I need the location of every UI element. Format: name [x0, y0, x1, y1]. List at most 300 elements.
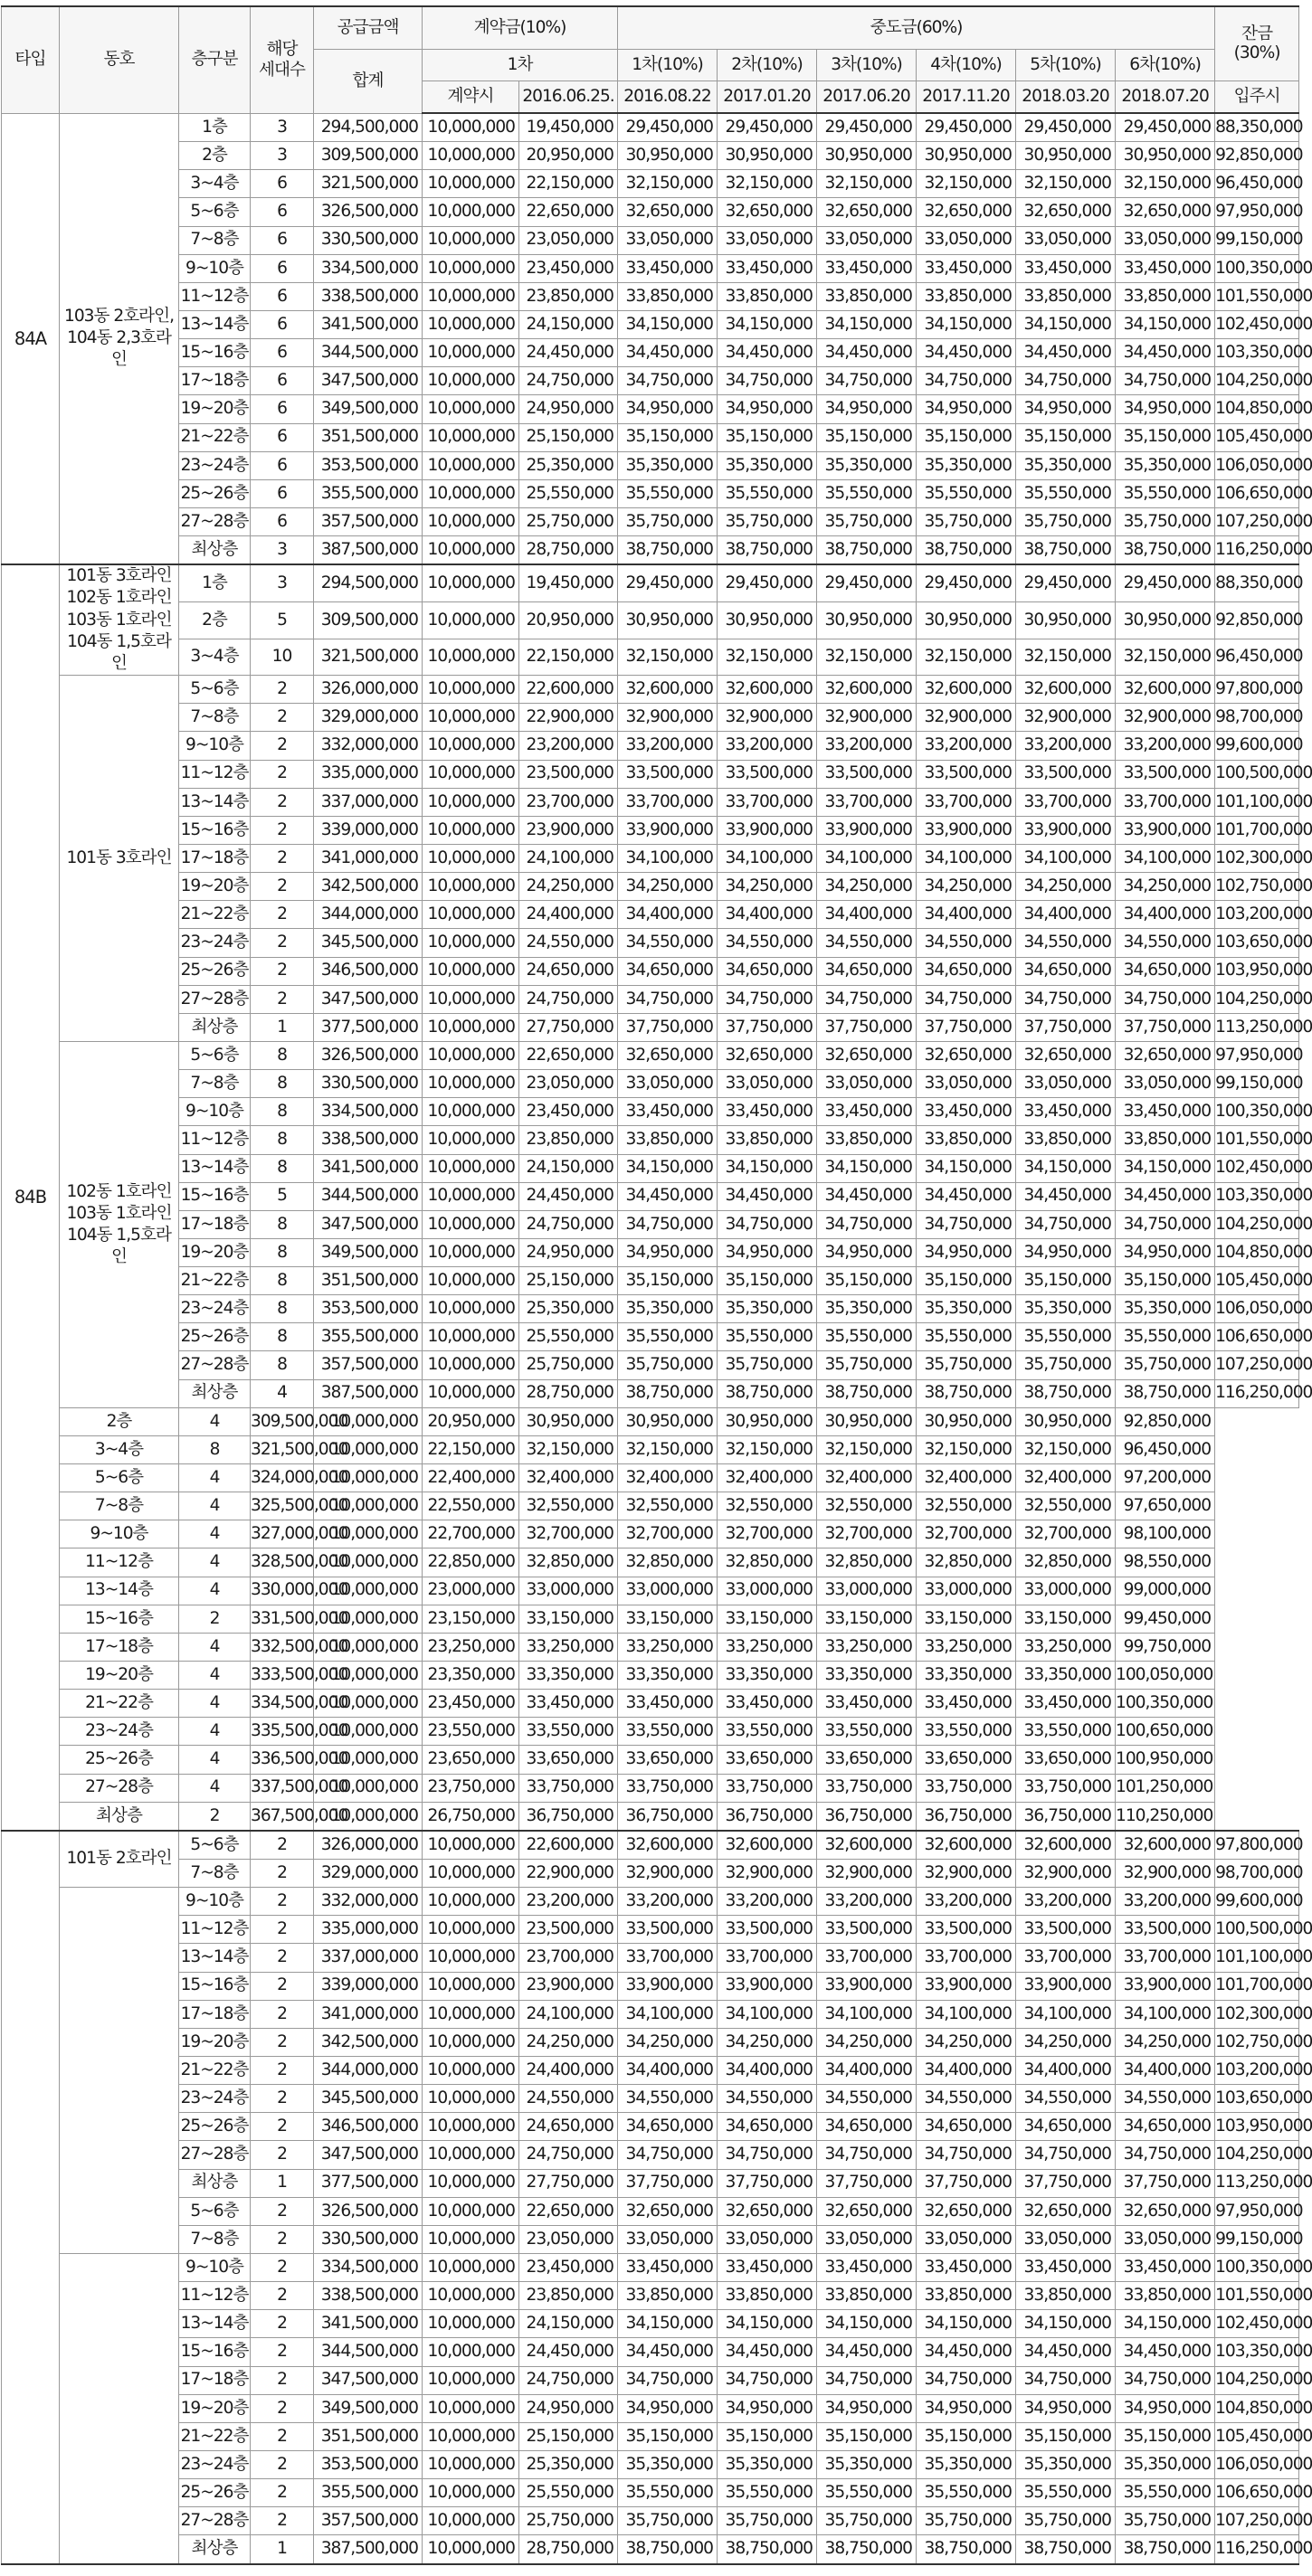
- middle-payment-3-cell: 32,400,000: [718, 1464, 817, 1492]
- supply-total-cell: 332,000,000: [314, 1888, 423, 1916]
- balance-cell: 96,450,000: [1116, 1435, 1215, 1463]
- balance-cell: 105,450,000: [1215, 1267, 1299, 1295]
- middle-payment-6-cell: 32,900,000: [1116, 704, 1215, 732]
- supply-total-cell: 341,500,000: [314, 2310, 423, 2338]
- middle-payment-2-cell: 36,750,000: [618, 1802, 718, 1831]
- middle-payment-2-cell: 34,100,000: [718, 2000, 817, 2028]
- dong-cell: [60, 2253, 179, 2563]
- units-cell: 2: [251, 985, 314, 1013]
- units-cell: 4: [179, 1633, 251, 1661]
- balance-cell: 99,450,000: [1116, 1605, 1215, 1633]
- middle-payment-2-cell: 34,750,000: [718, 2366, 817, 2394]
- units-cell: 1: [251, 1013, 314, 1041]
- middle-payment-6-cell: 33,900,000: [1116, 816, 1215, 844]
- contract-second-cell: 23,350,000: [423, 1662, 519, 1690]
- units-cell: 2: [251, 1972, 314, 2000]
- table-row: [2, 704, 1299, 732]
- middle-payment-3-cell: 34,650,000: [817, 2113, 917, 2141]
- floor-cell: 11~12층: [179, 760, 251, 788]
- middle-payment-3-cell: 33,250,000: [718, 1633, 817, 1661]
- contract-second-cell: 24,650,000: [519, 2113, 618, 2141]
- middle-payment-2-cell: 33,050,000: [718, 1070, 817, 1098]
- units-cell: 2: [251, 732, 314, 760]
- balance-cell: 96,450,000: [1215, 170, 1299, 198]
- floor-cell: 최상층: [60, 1802, 179, 1831]
- supply-total-cell: 334,500,000: [251, 1690, 314, 1718]
- contract-second-cell: 25,550,000: [519, 479, 618, 507]
- dong-cell: 101동 3호라인 102동 1호라인 103동 1호라인 104동 1,5호라인: [60, 564, 179, 675]
- contract-second-cell: 25,550,000: [519, 1323, 618, 1351]
- middle-payment-5-cell: 34,450,000: [1016, 1182, 1116, 1210]
- middle-payment-4-cell: 38,750,000: [917, 536, 1016, 565]
- middle-payment-3-cell: 33,750,000: [718, 1774, 817, 1802]
- dong-cell: 103동 2호라인, 104동 2,3호라인: [60, 113, 179, 564]
- middle-payment-2-cell: 34,750,000: [718, 2141, 817, 2169]
- contract-second-cell: 23,900,000: [519, 816, 618, 844]
- header-middle-date-4: 2017.11.20: [917, 81, 1016, 114]
- balance-cell: 97,950,000: [1215, 1041, 1299, 1069]
- middle-payment-4-cell: 35,550,000: [917, 1323, 1016, 1351]
- table-row: [2, 2535, 1299, 2564]
- table-row: [2, 1520, 1299, 1548]
- floor-cell: 11~12층: [179, 2282, 251, 2310]
- middle-payment-4-cell: 33,650,000: [817, 1746, 917, 1774]
- units-cell: 8: [251, 1154, 314, 1182]
- contract-at-cell: 10,000,000: [423, 2282, 519, 2310]
- contract-second-cell: 24,100,000: [519, 2000, 618, 2028]
- contract-at-cell: 10,000,000: [423, 113, 519, 142]
- supply-total-cell: 330,500,000: [314, 2225, 423, 2253]
- units-cell: 2: [251, 1831, 314, 1860]
- middle-payment-6-cell: 34,250,000: [1116, 2028, 1215, 2056]
- middle-payment-4-cell: 32,150,000: [817, 1435, 917, 1463]
- floor-cell: 9~10층: [179, 254, 251, 282]
- balance-cell: 99,150,000: [1215, 2225, 1299, 2253]
- table-row: [2, 367, 1299, 395]
- balance-cell: 107,250,000: [1215, 2507, 1299, 2535]
- floor-cell: 25~26층: [179, 479, 251, 507]
- floor-cell: 9~10층: [179, 732, 251, 760]
- middle-payment-5-cell: 32,650,000: [1016, 1041, 1116, 1069]
- floor-cell: 27~28층: [179, 2507, 251, 2535]
- units-cell: 2: [251, 788, 314, 816]
- dong-cell: 101동 3호라인: [60, 676, 179, 1042]
- middle-payment-2-cell: 32,600,000: [718, 1831, 817, 1860]
- middle-payment-6-cell: 38,750,000: [1116, 1379, 1215, 1407]
- supply-total-cell: 347,500,000: [314, 367, 423, 395]
- middle-payment-5-cell: 34,750,000: [1016, 2141, 1116, 2169]
- middle-payment-3-cell: 34,150,000: [817, 1154, 917, 1182]
- table-row: [2, 1351, 1299, 1379]
- contract-second-cell: 22,650,000: [519, 1041, 618, 1069]
- balance-cell: 103,650,000: [1215, 929, 1299, 957]
- contract-at-cell: 10,000,000: [423, 704, 519, 732]
- middle-payment-4-cell: 33,450,000: [917, 2253, 1016, 2281]
- floor-cell: 19~20층: [60, 1662, 179, 1690]
- middle-payment-5-cell: 32,600,000: [1016, 1831, 1116, 1860]
- middle-payment-4-cell: 35,750,000: [917, 1351, 1016, 1379]
- middle-payment-3-cell: 34,150,000: [817, 310, 917, 338]
- middle-payment-2-cell: 35,750,000: [718, 1351, 817, 1379]
- floor-cell: 최상층: [179, 536, 251, 565]
- supply-total-cell: 294,500,000: [314, 113, 423, 142]
- middle-payment-3-cell: 34,400,000: [817, 2057, 917, 2085]
- balance-cell: 100,650,000: [1116, 1718, 1215, 1746]
- middle-payment-2-cell: 33,750,000: [618, 1774, 718, 1802]
- middle-payment-1-cell: 34,950,000: [618, 1238, 718, 1266]
- middle-payment-1-cell: 34,950,000: [618, 2394, 718, 2422]
- middle-payment-2-cell: 33,000,000: [618, 1577, 718, 1605]
- contract-at-cell: 10,000,000: [423, 339, 519, 367]
- balance-cell: 101,250,000: [1116, 1774, 1215, 1802]
- header-contract-1: 1차: [423, 50, 618, 81]
- middle-payment-6-cell: 33,500,000: [1116, 760, 1215, 788]
- floor-cell: 23~24층: [179, 2450, 251, 2478]
- units-cell: 4: [251, 1379, 314, 1407]
- table-row: [2, 1972, 1299, 2000]
- balance-cell: 102,750,000: [1215, 873, 1299, 901]
- middle-payment-6-cell: 34,250,000: [1116, 873, 1215, 901]
- supply-total-cell: 335,000,000: [314, 1916, 423, 1944]
- balance-cell: 104,250,000: [1215, 1210, 1299, 1238]
- middle-payment-1-cell: 29,450,000: [618, 113, 718, 142]
- middle-payment-6-cell: 32,150,000: [1116, 170, 1215, 198]
- balance-cell: 97,650,000: [1116, 1492, 1215, 1520]
- table-row: [2, 929, 1299, 957]
- middle-payment-1-cell: 33,200,000: [618, 732, 718, 760]
- middle-payment-1-cell: 30,950,000: [618, 601, 718, 639]
- table-row: [2, 873, 1299, 901]
- middle-payment-1-cell: 33,650,000: [519, 1746, 618, 1774]
- floor-cell: 23~24층: [179, 929, 251, 957]
- units-cell: 6: [251, 479, 314, 507]
- contract-second-cell: 19,450,000: [519, 113, 618, 142]
- contract-second-cell: 23,500,000: [519, 760, 618, 788]
- middle-payment-4-cell: 34,250,000: [917, 2028, 1016, 2056]
- middle-payment-2-cell: 35,550,000: [718, 1323, 817, 1351]
- middle-payment-5-cell: 35,150,000: [1016, 2422, 1116, 2450]
- table-row: [2, 2141, 1299, 2169]
- table-row: [2, 536, 1299, 565]
- contract-at-cell: 10,000,000: [423, 1267, 519, 1295]
- contract-second-cell: 25,750,000: [519, 2507, 618, 2535]
- middle-payment-1-cell: 35,750,000: [618, 2507, 718, 2535]
- middle-payment-3-cell: 33,850,000: [817, 282, 917, 310]
- balance-cell: 97,800,000: [1215, 676, 1299, 704]
- supply-total-cell: 355,500,000: [314, 479, 423, 507]
- middle-payment-1-cell: 38,750,000: [618, 2535, 718, 2564]
- middle-payment-3-cell: 33,700,000: [817, 1944, 917, 1972]
- middle-payment-2-cell: 35,750,000: [718, 2507, 817, 2535]
- contract-second-cell: 24,150,000: [519, 1154, 618, 1182]
- middle-payment-1-cell: 34,650,000: [618, 957, 718, 985]
- middle-payment-1-cell: 33,850,000: [618, 2282, 718, 2310]
- contract-second-cell: 22,650,000: [519, 2197, 618, 2225]
- contract-at-cell: 10,000,000: [423, 816, 519, 844]
- contract-at-cell: 10,000,000: [423, 198, 519, 226]
- units-cell: 6: [251, 423, 314, 451]
- middle-payment-3-cell: 34,750,000: [817, 985, 917, 1013]
- supply-total-cell: 339,000,000: [314, 1972, 423, 2000]
- middle-payment-4-cell: 33,850,000: [917, 2282, 1016, 2310]
- middle-payment-3-cell: 33,500,000: [817, 760, 917, 788]
- floor-cell: 25~26층: [179, 2113, 251, 2141]
- middle-payment-5-cell: 33,850,000: [1016, 2282, 1116, 2310]
- middle-payment-1-cell: 30,950,000: [618, 142, 718, 170]
- supply-total-cell: 326,000,000: [314, 1831, 423, 1860]
- middle-payment-1-cell: 33,750,000: [519, 1774, 618, 1802]
- contract-second-cell: 25,750,000: [519, 507, 618, 535]
- middle-payment-5-cell: 33,850,000: [1016, 1126, 1116, 1154]
- balance-cell: 102,450,000: [1215, 1154, 1299, 1182]
- contract-second-cell: 24,550,000: [519, 2085, 618, 2113]
- table-row: [2, 2197, 1299, 2225]
- supply-total-cell: 351,500,000: [314, 1267, 423, 1295]
- middle-payment-5-cell: 33,150,000: [917, 1605, 1016, 1633]
- units-cell: 8: [251, 1238, 314, 1266]
- middle-payment-5-cell: 33,500,000: [1016, 760, 1116, 788]
- contract-second-cell: 24,950,000: [519, 2394, 618, 2422]
- middle-payment-1-cell: 33,050,000: [618, 2225, 718, 2253]
- middle-payment-3-cell: 38,750,000: [817, 536, 917, 565]
- contract-second-cell: 22,850,000: [423, 1548, 519, 1577]
- units-cell: 2: [251, 2450, 314, 2478]
- middle-payment-6-cell: 33,850,000: [1116, 2282, 1215, 2310]
- middle-payment-2-cell: 33,150,000: [618, 1605, 718, 1633]
- header-units: 해당 세대수: [251, 6, 314, 113]
- balance-cell: 97,800,000: [1215, 1831, 1299, 1860]
- middle-payment-6-cell: 35,350,000: [1116, 451, 1215, 479]
- supply-total-cell: 332,500,000: [251, 1633, 314, 1661]
- table-row: [2, 1774, 1299, 1802]
- contract-at-cell: 10,000,000: [423, 536, 519, 565]
- middle-payment-6-cell: 32,700,000: [1016, 1520, 1116, 1548]
- middle-payment-1-cell: 33,450,000: [618, 2253, 718, 2281]
- middle-payment-3-cell: 33,700,000: [817, 788, 917, 816]
- dong-cell: 102동 1호라인 103동 1호라인 104동 1,5호라인: [60, 1041, 179, 1407]
- units-cell: 4: [179, 1520, 251, 1548]
- middle-payment-1-cell: 37,750,000: [618, 1013, 718, 1041]
- middle-payment-3-cell: 33,850,000: [817, 2282, 917, 2310]
- supply-total-cell: 334,500,000: [314, 1098, 423, 1126]
- header-middle-date-6: 2018.07.20: [1116, 81, 1215, 114]
- middle-payment-4-cell: 33,200,000: [917, 732, 1016, 760]
- supply-total-cell: 326,000,000: [314, 676, 423, 704]
- supply-total-cell: 325,500,000: [251, 1492, 314, 1520]
- floor-cell: 21~22층: [179, 423, 251, 451]
- table-row: [2, 2507, 1299, 2535]
- middle-payment-6-cell: 35,550,000: [1116, 479, 1215, 507]
- middle-payment-3-cell: 33,200,000: [817, 1888, 917, 1916]
- middle-payment-6-cell: 32,650,000: [1116, 1041, 1215, 1069]
- middle-payment-3-cell: 33,900,000: [817, 1972, 917, 2000]
- units-cell: 2: [251, 1944, 314, 1972]
- middle-payment-6-cell: 33,200,000: [1116, 732, 1215, 760]
- middle-payment-5-cell: 35,550,000: [1016, 479, 1116, 507]
- contract-at-cell: 10,000,000: [423, 1070, 519, 1098]
- supply-total-cell: 355,500,000: [314, 2479, 423, 2507]
- middle-payment-6-cell: 38,750,000: [1116, 536, 1215, 565]
- contract-second-cell: 23,200,000: [519, 732, 618, 760]
- balance-cell: 102,750,000: [1215, 2028, 1299, 2056]
- middle-payment-4-cell: 32,900,000: [917, 704, 1016, 732]
- middle-payment-5-cell: 34,750,000: [1016, 1210, 1116, 1238]
- contract-at-cell: 10,000,000: [423, 1831, 519, 1860]
- supply-total-cell: 353,500,000: [314, 451, 423, 479]
- middle-payment-2-cell: 37,750,000: [718, 2169, 817, 2197]
- units-cell: 2: [251, 2141, 314, 2169]
- supply-total-cell: 341,500,000: [314, 1154, 423, 1182]
- contract-at-cell: 10,000,000: [423, 2366, 519, 2394]
- supply-total-cell: 347,500,000: [314, 2141, 423, 2169]
- floor-cell: 9~10층: [60, 1520, 179, 1548]
- middle-payment-6-cell: 34,950,000: [1116, 395, 1215, 423]
- floor-cell: 1층: [179, 564, 251, 601]
- contract-second-cell: 23,550,000: [423, 1718, 519, 1746]
- middle-payment-4-cell: 29,450,000: [917, 564, 1016, 601]
- middle-payment-5-cell: 33,050,000: [1016, 226, 1116, 254]
- middle-payment-2-cell: 33,200,000: [718, 732, 817, 760]
- contract-second-cell: 23,150,000: [423, 1605, 519, 1633]
- balance-cell: 100,950,000: [1116, 1746, 1215, 1774]
- middle-payment-5-cell: 32,650,000: [1016, 198, 1116, 226]
- middle-payment-3-cell: 33,050,000: [817, 226, 917, 254]
- contract-second-cell: 23,750,000: [423, 1774, 519, 1802]
- contract-at-cell: 10,000,000: [423, 226, 519, 254]
- middle-payment-5-cell: 33,450,000: [1016, 1098, 1116, 1126]
- supply-total-cell: 351,500,000: [314, 2422, 423, 2450]
- middle-payment-1-cell: 35,750,000: [618, 1351, 718, 1379]
- middle-payment-6-cell: 32,150,000: [1116, 639, 1215, 676]
- supply-total-cell: 346,500,000: [314, 957, 423, 985]
- units-cell: 3: [251, 536, 314, 565]
- contract-at-cell: 10,000,000: [423, 254, 519, 282]
- header-contract-date: 2016.06.25.: [519, 81, 618, 114]
- middle-payment-1-cell: 33,450,000: [618, 254, 718, 282]
- middle-payment-6-cell: 34,100,000: [1116, 2000, 1215, 2028]
- balance-cell: 102,450,000: [1215, 310, 1299, 338]
- balance-cell: 106,650,000: [1215, 2479, 1299, 2507]
- middle-payment-4-cell: 33,900,000: [917, 816, 1016, 844]
- middle-payment-5-cell: 33,350,000: [917, 1662, 1016, 1690]
- table-row: [2, 1154, 1299, 1182]
- supply-total-cell: 342,500,000: [314, 873, 423, 901]
- table-row: [2, 1633, 1299, 1661]
- middle-payment-5-cell: 34,100,000: [1016, 844, 1116, 872]
- middle-payment-3-cell: 32,150,000: [817, 170, 917, 198]
- middle-payment-5-cell: 38,750,000: [1016, 2535, 1116, 2564]
- units-cell: 2: [251, 2507, 314, 2535]
- units-cell: 2: [251, 1888, 314, 1916]
- contract-second-cell: 24,450,000: [519, 2338, 618, 2366]
- supply-total-cell: 338,500,000: [314, 1126, 423, 1154]
- supply-total-cell: 326,500,000: [314, 198, 423, 226]
- contract-second-cell: 20,950,000: [423, 1407, 519, 1435]
- supply-total-cell: 346,500,000: [314, 2113, 423, 2141]
- middle-payment-3-cell: 33,450,000: [718, 1690, 817, 1718]
- middle-payment-1-cell: 32,900,000: [618, 704, 718, 732]
- floor-cell: 최상층: [179, 2535, 251, 2564]
- contract-at-cell: 10,000,000: [423, 2085, 519, 2113]
- contract-second-cell: 23,050,000: [519, 1070, 618, 1098]
- middle-payment-4-cell: 32,650,000: [917, 198, 1016, 226]
- table-row: [2, 1295, 1299, 1323]
- balance-cell: 103,950,000: [1215, 2113, 1299, 2141]
- middle-payment-4-cell: 35,150,000: [917, 423, 1016, 451]
- middle-payment-2-cell: 34,250,000: [718, 873, 817, 901]
- floor-cell: 1층: [179, 113, 251, 142]
- middle-payment-6-cell: 34,400,000: [1116, 901, 1215, 929]
- balance-cell: 106,050,000: [1215, 1295, 1299, 1323]
- supply-total-cell: 357,500,000: [314, 507, 423, 535]
- middle-payment-4-cell: 34,950,000: [917, 2394, 1016, 2422]
- units-cell: 2: [251, 2394, 314, 2422]
- contract-second-cell: 26,750,000: [423, 1802, 519, 1831]
- contract-second-cell: 19,450,000: [519, 564, 618, 601]
- contract-second-cell: 24,550,000: [519, 929, 618, 957]
- contract-at-cell: 10,000,000: [423, 639, 519, 676]
- balance-cell: 99,000,000: [1116, 1577, 1215, 1605]
- units-cell: 2: [251, 957, 314, 985]
- dong-cell: 101동 2호라인: [60, 1831, 179, 1888]
- middle-payment-1-cell: 33,850,000: [618, 282, 718, 310]
- middle-payment-6-cell: 33,850,000: [1116, 282, 1215, 310]
- contract-at-cell: 10,000,000: [423, 2253, 519, 2281]
- contract-at-cell: 10,000,000: [423, 732, 519, 760]
- contract-second-cell: 23,200,000: [519, 1888, 618, 1916]
- middle-payment-4-cell: 35,350,000: [917, 451, 1016, 479]
- units-cell: 6: [251, 226, 314, 254]
- supply-total-cell: 387,500,000: [314, 536, 423, 565]
- contract-second-cell: 25,750,000: [519, 1351, 618, 1379]
- middle-payment-1-cell: 32,400,000: [519, 1464, 618, 1492]
- contract-at-cell: 10,000,000: [423, 873, 519, 901]
- contract-at-cell: 10,000,000: [423, 901, 519, 929]
- contract-second-cell: 23,500,000: [519, 1916, 618, 1944]
- table-row: [2, 639, 1299, 676]
- table-row: [2, 198, 1299, 226]
- type-cell: [2, 1831, 60, 2564]
- middle-payment-1-cell: 34,400,000: [618, 2057, 718, 2085]
- contract-second-cell: 22,900,000: [519, 1860, 618, 1888]
- middle-payment-2-cell: 34,100,000: [718, 844, 817, 872]
- table-row: [2, 2085, 1299, 2113]
- middle-payment-5-cell: 33,850,000: [1016, 282, 1116, 310]
- contract-at-cell: 10,000,000: [423, 451, 519, 479]
- floor-cell: 11~12층: [179, 1126, 251, 1154]
- contract-at-cell: 10,000,000: [423, 2310, 519, 2338]
- type-cell: 84A: [2, 113, 60, 564]
- floor-cell: 19~20층: [179, 2028, 251, 2056]
- floor-cell: 27~28층: [179, 1351, 251, 1379]
- middle-payment-1-cell: 32,550,000: [519, 1492, 618, 1520]
- floor-cell: 25~26층: [179, 2479, 251, 2507]
- floor-cell: 21~22층: [60, 1690, 179, 1718]
- contract-at-cell: 10,000,000: [423, 1379, 519, 1407]
- middle-payment-4-cell: 34,750,000: [917, 367, 1016, 395]
- contract-second-cell: 24,450,000: [519, 1182, 618, 1210]
- contract-second-cell: 22,600,000: [519, 1831, 618, 1860]
- middle-payment-5-cell: 33,450,000: [917, 1690, 1016, 1718]
- balance-cell: 116,250,000: [1215, 536, 1299, 565]
- units-cell: 4: [179, 1492, 251, 1520]
- middle-payment-4-cell: 33,150,000: [817, 1605, 917, 1633]
- contract-at-cell: 10,000,000: [423, 2028, 519, 2056]
- units-cell: 5: [251, 601, 314, 639]
- units-cell: 2: [251, 2253, 314, 2281]
- middle-payment-2-cell: 34,150,000: [718, 1154, 817, 1182]
- header-contract: 계약금(10%): [423, 6, 618, 50]
